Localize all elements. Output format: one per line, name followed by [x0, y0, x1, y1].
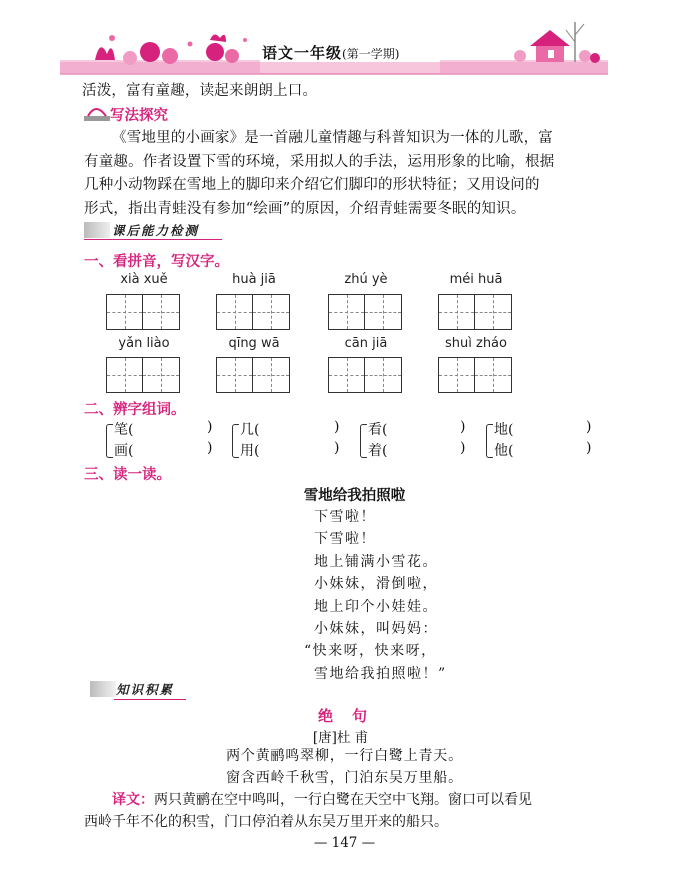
pinyin-label: huà jiā	[232, 272, 276, 287]
classic-poem-line: 两个黄鹂鸣翠柳，一行白鹭上青天。	[226, 748, 463, 764]
pinyin-label: yǎn liào	[118, 336, 170, 351]
pair-bottom: 画(	[114, 443, 134, 459]
pair-top: 几(	[240, 422, 260, 438]
writing-line: 有童趣。作者设置下雪的环境，采用拟人的手法，运用形象的比喻，根据	[84, 153, 555, 170]
poem-line: 雪地给我拍照啦！”	[314, 665, 447, 682]
pair-bottom: 用(	[240, 443, 260, 459]
answer-blank[interactable]	[271, 423, 331, 459]
pair-top: 看(	[368, 422, 388, 438]
header-decoration	[0, 0, 689, 82]
pair-bottom: 着(	[368, 443, 388, 459]
answer-blank[interactable]	[525, 423, 583, 459]
writing-heading: 写法探究	[110, 108, 168, 124]
q2-title: 二、辨字组词。	[84, 402, 186, 418]
writing-paragraph	[84, 127, 644, 221]
translation-line: 两只黄鹂在空中鸣叫，一行白鹭在天空中飞翔。窗口可以看见	[154, 792, 532, 808]
reading-poem-title	[0, 484, 689, 505]
page-number-text: — 147 —	[313, 835, 376, 851]
writing-box[interactable]	[438, 357, 512, 393]
brace-icon	[232, 424, 239, 458]
ability-banner	[84, 219, 222, 241]
close-paren: )	[334, 440, 340, 456]
poem-line: 小妹妹，滑倒啦，	[314, 576, 438, 593]
pair-bottom: 他(	[494, 443, 514, 459]
pair-top: 笔(	[114, 422, 134, 438]
brace-icon	[486, 424, 493, 458]
ability-label: 课后能力检测	[112, 223, 200, 238]
q3-title: 三、读一读。	[84, 467, 171, 483]
classic-poem	[0, 745, 689, 789]
close-paren: )	[460, 419, 466, 435]
poem-line: 下雪啦！	[314, 509, 376, 525]
close-paren: )	[207, 419, 213, 435]
page-header	[0, 0, 689, 82]
pinyin-label: qīng wā	[228, 336, 280, 351]
close-paren: )	[207, 440, 213, 456]
close-paren: )	[334, 419, 340, 435]
translation-line: 西岭千年不化的积雪，门口停泊着从东吴万里开来的船只。	[84, 814, 448, 830]
intro-line: 活泼，富有童趣，读起来朗朗上口。	[82, 83, 318, 99]
page-number	[0, 835, 689, 851]
reading-poem	[304, 506, 447, 685]
poem-line: “快来呀，快来呀，	[304, 643, 437, 660]
knowledge-label: 知识积累	[116, 682, 175, 697]
classic-poem-author	[0, 726, 689, 746]
classic-poem-title	[0, 705, 689, 726]
writing-box[interactable]	[106, 357, 180, 393]
house-decoration-right	[514, 22, 600, 63]
poem-line: 地上铺满小雪花。	[314, 553, 438, 570]
writing-line: 几种小动物踩在雪地上的脚印来介绍它们脚印的形状特征；又用设问的	[84, 177, 540, 193]
writing-box[interactable]	[216, 294, 290, 330]
pinyin-label: cān jiā	[344, 336, 388, 351]
writing-box[interactable]	[328, 294, 402, 330]
pinyin-label: méi huā	[449, 272, 503, 287]
writing-line: 形式，指出青蛙没有参加“绘画”的原因，介绍青蛙需要冬眠的知识。	[84, 200, 526, 217]
close-paren: )	[586, 440, 592, 456]
close-paren: )	[460, 440, 466, 456]
writing-box[interactable]	[438, 294, 512, 330]
pinyin-label: xià xuě	[120, 272, 168, 287]
poem-line: 地上印个小娃娃。	[314, 598, 438, 615]
pencil-icon	[82, 104, 112, 124]
pinyin-label: zhú yè	[344, 272, 388, 287]
book-title	[262, 42, 399, 63]
poem-line: 下雪啦！	[314, 531, 376, 548]
poem-line: 小妹妹，叫妈妈：	[314, 621, 438, 638]
answer-blank[interactable]	[399, 423, 457, 459]
classic-poem-author-text: [唐]杜 甫	[312, 730, 369, 746]
reading-poem-title-text: 雪地给我拍照啦	[303, 487, 406, 504]
writing-box[interactable]	[328, 357, 402, 393]
knowledge-banner	[90, 679, 186, 701]
book-subtitle: (第一学期)	[342, 47, 400, 61]
translation	[84, 789, 624, 833]
book-title-text: 语文一年级	[262, 44, 343, 62]
q1-title: 一、看拼音，写汉字。	[84, 254, 229, 270]
translation-label: 译文：	[112, 792, 154, 808]
writing-line: 《雪地里的小画家》是一首融儿童情趣与科普知识为一体的儿歌，富	[112, 130, 553, 146]
writing-box[interactable]	[216, 357, 290, 393]
writing-box[interactable]	[106, 294, 180, 330]
classic-poem-title-text: 绝 句	[317, 707, 369, 725]
classic-poem-line: 窗含西岭千秋雪，门泊东吴万里船。	[226, 770, 463, 786]
brace-icon	[106, 424, 113, 458]
pair-top: 地(	[494, 422, 514, 438]
pinyin-label: shuì zháo	[445, 336, 507, 351]
brace-icon	[360, 424, 367, 458]
answer-blank[interactable]	[145, 423, 205, 459]
close-paren: )	[586, 419, 592, 435]
